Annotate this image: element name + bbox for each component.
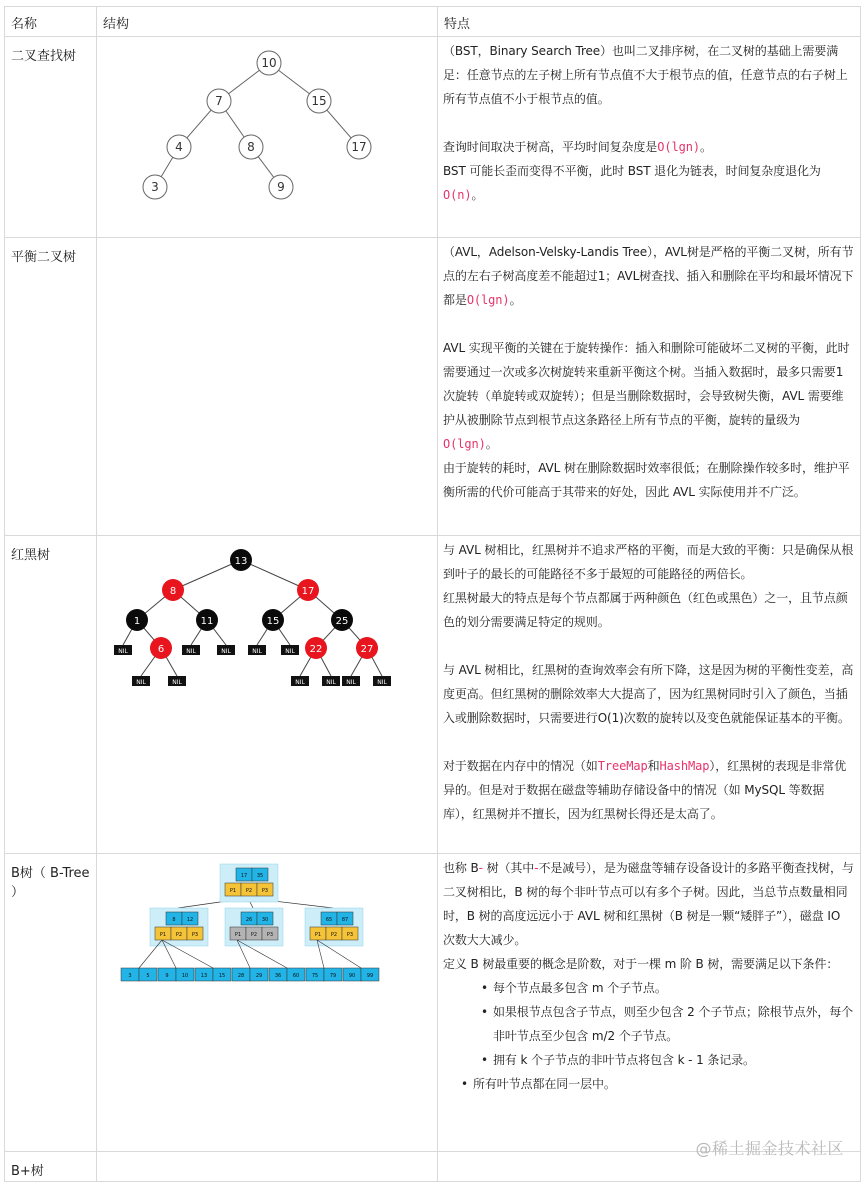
rbt-edge bbox=[241, 560, 308, 590]
rbt-nil-label: NIL bbox=[346, 679, 356, 686]
bst-desc bbox=[438, 37, 861, 238]
avl-name: 平衡二叉树 bbox=[5, 238, 97, 536]
btree-leaf-key-label: 5 bbox=[146, 973, 150, 979]
bplus-name: B+树 bbox=[5, 1152, 97, 1182]
rbt-p1: 与 AVL 树相比，红黑树并不追求严格的平衡，而是大致的平衡：只是确保从根到叶子的最长的可能路径不多于最短的可能路径的两倍长。 bbox=[443, 543, 854, 581]
btree-root-key-label: 17 bbox=[240, 873, 248, 879]
btree-mid-key-label: 30 bbox=[261, 917, 269, 923]
bst-p2-text: 查询时间取决于树高，平均时间复杂度是 bbox=[443, 140, 658, 154]
rbt-p4-end: ），红黑树的表现是非常优异的。但是对于数据在磁盘等辅助存储设备中的情况（如 MySQL 等数据库），红黑树并不擅长，因为红黑树长得还是太高了。 bbox=[443, 759, 847, 821]
rbt-edge bbox=[173, 560, 241, 590]
rbt-node-label: 8 bbox=[169, 586, 177, 597]
btree-root-key-label: 35 bbox=[256, 873, 264, 879]
btree-conditions-list bbox=[443, 976, 854, 1072]
bst-p3 bbox=[443, 159, 854, 207]
rbt-nil-label: NIL bbox=[285, 648, 295, 655]
btree-mid-ptr-label: P1 bbox=[314, 932, 322, 938]
rbt-row bbox=[5, 536, 861, 854]
btree-leaf-key-label: 10 bbox=[181, 973, 189, 979]
btree-p1-text2: 树（其中 bbox=[482, 861, 535, 875]
bst-diagram bbox=[97, 37, 438, 238]
btree-name: B树（ B-Tree ） bbox=[5, 854, 97, 1152]
btree-diagram-cell bbox=[97, 854, 438, 1152]
header-row bbox=[5, 7, 861, 37]
avl-row bbox=[5, 238, 861, 536]
avl-p1 bbox=[443, 240, 854, 312]
rbt-nil-label: NIL bbox=[172, 679, 182, 686]
btree-mid-key-label: 26 bbox=[245, 917, 253, 923]
btree-row bbox=[5, 854, 861, 1152]
header-structure: 结构 bbox=[97, 7, 438, 37]
rbt-node-label: 22 bbox=[309, 644, 323, 655]
btree-mid-key-label: 8 bbox=[172, 917, 176, 923]
btree-condition-item: • 每个节点最多包含 m 个子节点。 bbox=[493, 976, 854, 1000]
avl-p1-text: （AVL，Adelson-Velsky-Landis Tree），AVL树是严格的平衡二叉树，所有节点的左右子树高度差不能超过1；AVL树查找、插入和删除在平均和最坏情况下都是 bbox=[443, 245, 854, 307]
btree-mid-key-label: 87 bbox=[341, 917, 349, 923]
avl-p2-text: AVL 实现平衡的关键在于旋转操作：插入和删除可能破坏二叉树的平衡，此时需要通过一次或多次树旋转来重新平衡这个树。当插入数据时，最多只需要1次旋转（单旋转或双旋转）；但是当删除数据时，会导致树失衡，AVL 需要维护从被删除节点到根节点这条路径上所有节点的平衡，旋转的量级为 bbox=[443, 341, 850, 427]
rbt-nil-label: NIL bbox=[221, 648, 231, 655]
btree-leaf-key-label: 90 bbox=[348, 973, 356, 979]
bst-node-label: 7 bbox=[215, 94, 223, 108]
btree-diagram bbox=[97, 854, 438, 1152]
btree-leaf-item: • 所有叶节点都在同一层中。 bbox=[473, 1072, 854, 1096]
btree-p1-dash: - bbox=[478, 861, 483, 875]
rbt-node-label: 17 bbox=[301, 586, 315, 597]
rbt-p4-mid: 和 bbox=[647, 759, 660, 773]
btree-leaf-key-label: 75 bbox=[311, 973, 319, 979]
rbt-nil-label: NIL bbox=[252, 648, 262, 655]
comparison-table bbox=[4, 6, 861, 1182]
btree-root-ptr-label: P2 bbox=[245, 888, 253, 894]
rbt-p3: 与 AVL 树相比，红黑树的查询效率会有所下降，这是因为树的平衡性变差，高度更高。但红黑树的删除效率大大提高了，因为红黑树同时引入了颜色，当插入或删除数据时，只需要进行O(1)次数的旋转以及变色就能保证基本的平衡。 bbox=[443, 663, 854, 725]
btree-condition-item: • 如果根节点包含子节点，则至少包含 2 个子节点；除根节点外，每个非叶节点至少包含 m/2 个子节点。 bbox=[493, 1000, 854, 1048]
rbt-name: 红黑树 bbox=[5, 536, 97, 854]
avl-p3: 由于旋转的耗时，AVL 树在删除数据时效率很低；在删除操作较多时，维护平衡所需的代价可能高于其带来的好处，因此 AVL 实际使用并不广泛。 bbox=[443, 461, 850, 499]
btree-leaf-key-label: 13 bbox=[200, 973, 208, 979]
btree-mid-key-label: 12 bbox=[186, 917, 194, 923]
avl-desc bbox=[438, 238, 861, 536]
rbt-node-label: 11 bbox=[200, 616, 214, 627]
bst-row bbox=[5, 37, 861, 238]
btree-condition-item: • 拥有 k 个子节点的非叶节点将包含 k - 1 条记录。 bbox=[493, 1048, 854, 1072]
btree-mid-ptr-label: P2 bbox=[175, 932, 183, 938]
rbt-node-label: 1 bbox=[133, 616, 141, 627]
btree-mid-ptr-label: P1 bbox=[159, 932, 167, 938]
rbt-nil-label: NIL bbox=[118, 648, 128, 655]
rbt-p2: 红黑树最大的特点是每个节点都属于两种颜色（红色或黑色）之一，且节点颜色的划分需要满足特定的规则。 bbox=[443, 591, 848, 629]
btree-p1-dash2: - bbox=[534, 861, 539, 875]
avl-p2-end: 。 bbox=[485, 437, 498, 451]
btree-mid-ptr-label: P3 bbox=[346, 932, 354, 938]
bst-p1: （BST，Binary Search Tree）也叫二叉排序树，在二叉树的基础上需要满足：任意节点的左子树上所有节点值不大于根节点的值，任意节点的右子树上所有节点值不小于根节点的值。 bbox=[443, 44, 848, 106]
rbt-nil-label: NIL bbox=[136, 679, 146, 686]
btree-leaf-key-label: 36 bbox=[274, 973, 282, 979]
rbt-treemap-code: TreeMap bbox=[597, 759, 648, 773]
rbt-desc bbox=[438, 536, 861, 854]
bst-p2-end: 。 bbox=[699, 140, 712, 154]
avl-p1-end: 。 bbox=[509, 293, 522, 307]
bst-node-label: 8 bbox=[247, 140, 255, 154]
rbt-nil-label: NIL bbox=[295, 679, 305, 686]
rbt-nil-label: NIL bbox=[377, 679, 387, 686]
header-name: 名称 bbox=[5, 7, 97, 37]
rbt-diagram bbox=[97, 536, 438, 854]
btree-leaf-key-label: 29 bbox=[255, 973, 263, 979]
bst-node-label: 9 bbox=[277, 180, 285, 194]
rbt-node-label: 13 bbox=[234, 556, 248, 567]
btree-mid-ptr-label: P2 bbox=[250, 932, 258, 938]
bst-node-label: 3 bbox=[151, 180, 159, 194]
avl-p2 bbox=[443, 336, 854, 456]
bst-node-label: 4 bbox=[175, 140, 183, 154]
rbt-node-label: 6 bbox=[157, 644, 165, 655]
btree-leaf-key-label: 79 bbox=[329, 973, 337, 979]
rbt-node-label: 27 bbox=[360, 644, 374, 655]
btree-leaf-key-label: 15 bbox=[218, 973, 226, 979]
bst-diagram-cell bbox=[97, 37, 438, 238]
bst-node-label: 15 bbox=[311, 94, 327, 108]
watermark: @稀土掘金技术社区 bbox=[695, 1139, 844, 1158]
bplus-diagram-cell bbox=[97, 1152, 438, 1182]
avl-diagram-cell bbox=[97, 238, 438, 536]
btree-p1-text: 也称 B bbox=[443, 861, 479, 875]
avl-p1-code: O(lgn) bbox=[466, 293, 510, 307]
btree-leaf-key-label: 60 bbox=[292, 973, 300, 979]
btree-leaf-key-label: 3 bbox=[128, 973, 132, 979]
header-features: 特点 bbox=[438, 7, 861, 37]
btree-root-ptr-label: P1 bbox=[229, 888, 237, 894]
avl-p2-code: O(lgn) bbox=[443, 437, 486, 451]
bst-node-label: 10 bbox=[261, 56, 277, 70]
btree-leaf-list bbox=[443, 1072, 854, 1096]
bst-p3-text: BST 可能长歪而变得不平衡，此时 BST 退化为链表，时间复杂度退化为 bbox=[443, 164, 821, 178]
btree-leaf-key-label: 99 bbox=[366, 973, 374, 979]
btree-mid-ptr-label: P3 bbox=[191, 932, 199, 938]
bst-name: 二叉查找树 bbox=[5, 37, 97, 238]
btree-p1 bbox=[443, 856, 854, 952]
btree-mid-ptr-label: P1 bbox=[234, 932, 242, 938]
rbt-p4-text: 对于数据在内存中的情况（如 bbox=[443, 759, 598, 773]
rbt-node-label: 15 bbox=[266, 616, 280, 627]
rbt-hashmap-code: HashMap bbox=[659, 759, 710, 773]
btree-leaf-key-label: 28 bbox=[237, 973, 245, 979]
rbt-nil-label: NIL bbox=[326, 679, 336, 686]
bst-p3-end: 。 bbox=[471, 188, 484, 202]
btree-desc bbox=[438, 854, 861, 1152]
btree-p2: 定义 B 树最重要的概念是阶数，对于一棵 m 阶 B 树，需要满足以下条件： bbox=[443, 957, 839, 971]
rbt-nil-label: NIL bbox=[186, 648, 196, 655]
rbt-p4 bbox=[443, 754, 854, 826]
btree-mid-ptr-label: P3 bbox=[266, 932, 274, 938]
bst-p2 bbox=[443, 135, 854, 159]
btree-leaf-key-label: 9 bbox=[165, 973, 169, 979]
btree-root-ptr-label: P3 bbox=[261, 888, 269, 894]
btree-mid-key-label: 65 bbox=[325, 917, 333, 923]
bst-p2-code: O(lgn) bbox=[657, 140, 700, 154]
bst-p3-code: O(n) bbox=[443, 188, 472, 202]
btree-p1-text3: 不是减号），是为磁盘等辅存设备设计的多路平衡查找树，与二叉树相比，B 树的每个非叶节点可以有多个子树。因此，当总节点数量相同时，B 树的高度远远小于 AVL 树和红黑树（B 树是一颗“矮胖子”），磁盘 IO 次数大大减少。 bbox=[443, 861, 854, 947]
rbt-node-label: 25 bbox=[335, 616, 349, 627]
bst-node-label: 17 bbox=[351, 140, 367, 154]
btree-mid-ptr-label: P2 bbox=[330, 932, 338, 938]
rbt-diagram-cell bbox=[97, 536, 438, 854]
